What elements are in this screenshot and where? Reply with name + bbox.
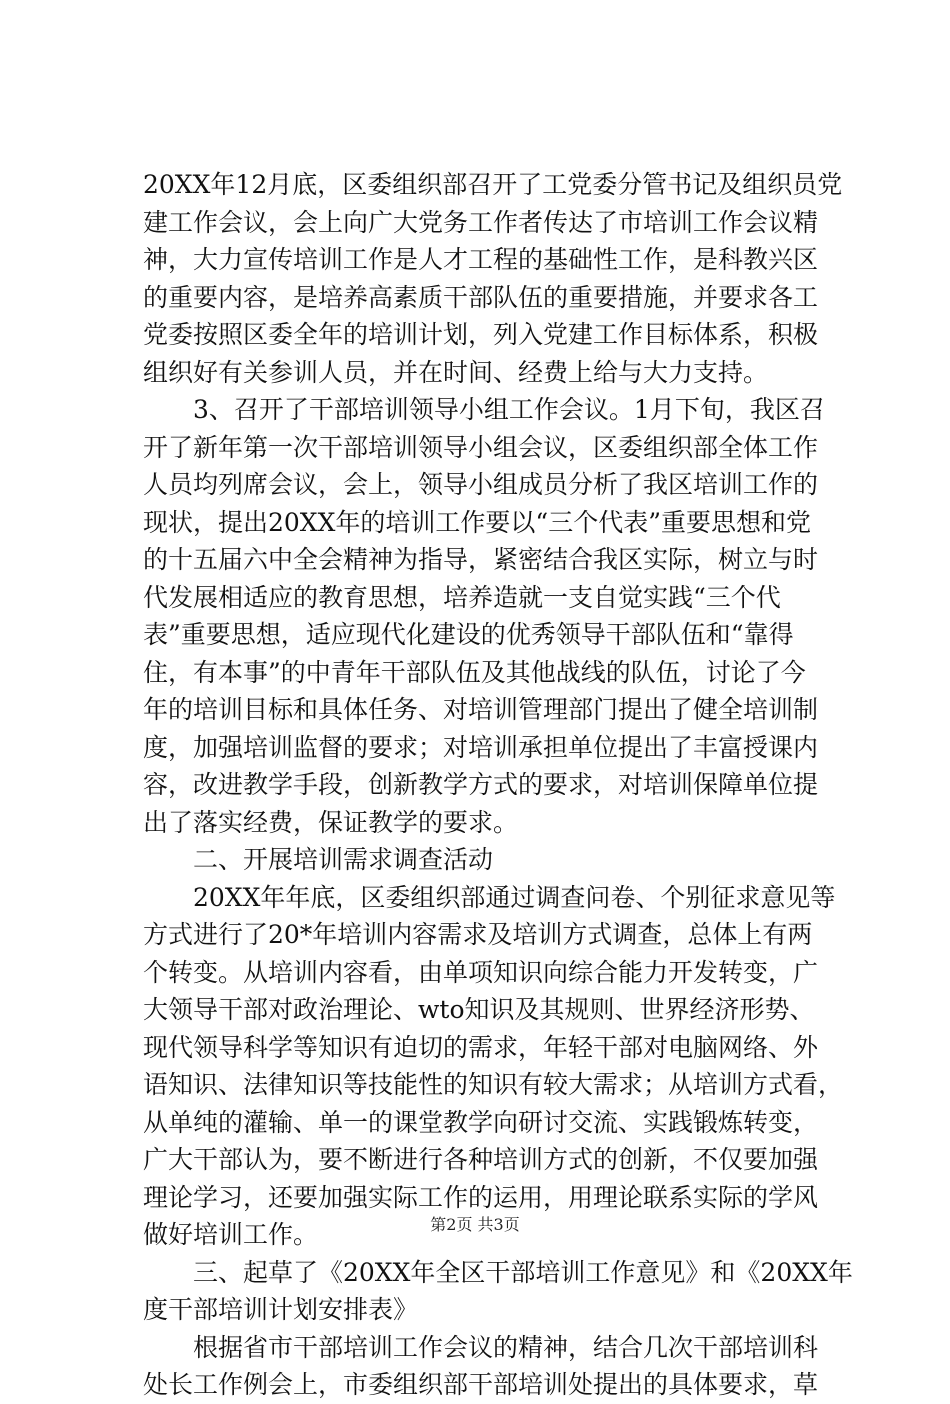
text-line: 语知识、法律知识等技能性的知识有较大需求；从培训方式看，: [143, 1070, 844, 1099]
text-line: 代发展相适应的教育思想，培养造就一支自觉实践“三个代: [143, 582, 781, 612]
section-heading: 二、开展培训需求调查活动: [193, 845, 494, 874]
text-line: 人员均列席会议，会上，领导小组成员分析了我区培训工作的: [143, 470, 819, 499]
text-line: 容，改进教学手段，创新教学方式的要求，对培训保障单位提: [143, 770, 819, 799]
text-line: 20XX年12月底，区委组织部召开了工党委分管书记及组织员党: [143, 170, 843, 199]
text-line: 度，加强培训监督的要求；对培训承担单位提出了丰富授课内: [143, 732, 819, 762]
text-line: 从单纯的灌输、单一的课堂教学向研讨交流、实践锻炼转变，: [143, 1107, 819, 1137]
text-line: 组织好有关参训人员，并在时间、经费上给与大力支持。: [143, 357, 769, 387]
section-heading: 三、起草了《20XX年全区干部培训工作意见》和《20XX年: [193, 1257, 853, 1287]
text-line: 理论学习，还要加强实际工作的运用，用理论联系实际的学风: [143, 1182, 819, 1212]
text-line: 处长工作例会上，市委组织部干部培训处提出的具体要求，草: [143, 1370, 819, 1399]
text-line: 的重要内容，是培养高素质干部队伍的重要措施，并要求各工: [143, 282, 819, 312]
text-line: 现状，提出20XX年的培训工作要以“三个代表”重要思想和党: [143, 507, 811, 537]
text-line: 神，大力宣传培训工作是人才工程的基础性工作，是科教兴区: [143, 245, 819, 274]
text-line: 3、召开了干部培训领导小组工作会议。1月下旬，我区召: [193, 395, 825, 424]
text-line: 现代领导科学等知识有迫切的需求，年轻干部对电脑网络、外: [143, 1032, 819, 1062]
text-line: 出了落实经费，保证教学的要求。: [143, 807, 519, 837]
section-heading-continued: 度干部培训计划安排表》: [143, 1295, 419, 1324]
text-line: 的十五届六中全会精神为指导，紧密结合我区实际，树立与时: [143, 545, 819, 574]
text-line: 建工作会议，会上向广大党务工作者传达了市培训工作会议精: [143, 207, 819, 237]
text-line: 20XX年年底，区委组织部通过调查问卷、个别征求意见等: [193, 882, 836, 912]
text-line: 年的培训目标和具体任务、对培训管理部门提出了健全培训制: [143, 695, 819, 724]
text-line: 大领导干部对政治理论、wto知识及其规则、世界经济形势、: [143, 995, 815, 1024]
text-line: 广大干部认为，要不断进行各种培训方式的创新，不仅要加强: [143, 1145, 819, 1174]
text-line: 表”重要思想，适应现代化建设的优秀领导干部队伍和“靠得: [143, 620, 794, 649]
text-line: 个转变。从培训内容看，由单项知识向综合能力开发转变，广: [143, 957, 819, 987]
text-line: 住，有本事”的中青年干部队伍及其他战线的队伍，讨论了今: [143, 657, 806, 687]
page-number-footer: 第2页 共3页: [430, 1215, 520, 1234]
text-line: 方式进行了20*年培训内容需求及培训方式调查，总体上有两: [143, 920, 813, 949]
text-line: 开了新年第一次干部培训领导小组会议，区委组织部全体工作: [143, 432, 819, 462]
text-line: 根据省市干部培训工作会议的精神，结合几次干部培训科: [193, 1332, 819, 1362]
text-line: 做好培训工作。: [143, 1220, 319, 1249]
text-line: 党委按照区委全年的培训计划，列入党建工作目标体系，积极: [143, 320, 819, 349]
